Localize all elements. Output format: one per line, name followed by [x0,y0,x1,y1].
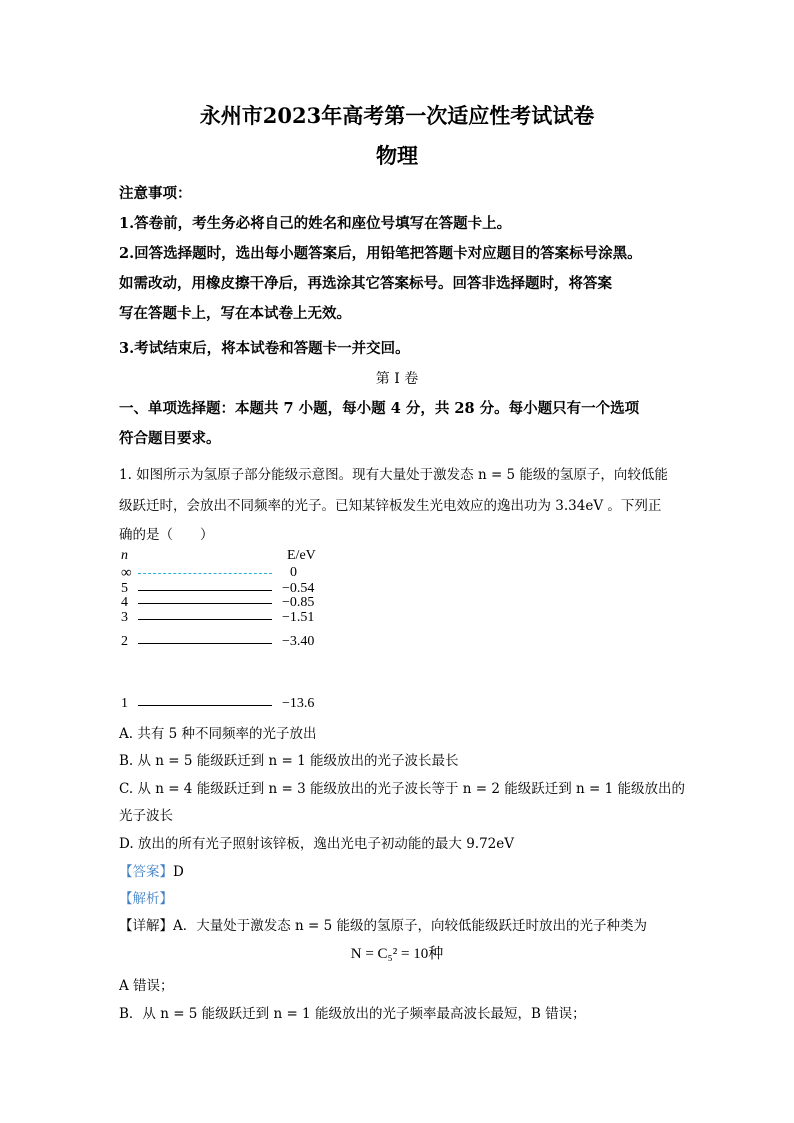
notice-item-2-line-3: 写在答题卡上，写在本试卷上无效。 [119,305,351,322]
level-4-n: 4 [121,595,128,610]
level-4-e: −0.85 [282,595,315,610]
diagram-e-label: E/eV [287,548,316,563]
level-1-n: 1 [121,696,128,711]
level-inf-line [138,573,272,574]
level-inf-e: 0 [290,565,297,580]
notice-item-2-line-2: 如需改动，用橡皮擦干净后，再选涂其它答案标号。回答非选择题时，将答案 [119,275,612,292]
notice-item-2-line-1: 2.回答选择题时，选出每小题答案后，用铅笔把答题卡对应题目的答案标号涂黑。 [119,245,642,262]
part1-heading-line-2: 符合题目要求。 [119,430,221,447]
question-1-line-3: 确的是（ ） [119,527,214,543]
diagram-n-label: n [121,548,128,563]
level-3-n: 3 [121,610,128,625]
subject-title: 物理 [376,143,418,168]
analysis-label: 【解析】 [119,891,173,907]
level-5-line [138,590,272,591]
answer-line [119,860,184,880]
level-2-line [138,643,272,644]
question-1-line-2: 级跃迁时，会放出不同频率的光子。已知某锌板发生光电效应的逸出功为 3.34eV 。下列正 [119,498,662,514]
detail-line-2: A 错误； [119,978,174,994]
notice-item-3: 3.考试结束后，将本试卷和答题卡一并交回。 [119,340,410,357]
level-3-e: −1.51 [282,610,315,625]
option-c-line-1: C. 从 n = 4 能级跃迁到 n = 3 能级放出的光子波长等于 n = 2 能级跃迁到 n = 1 能级放出的 [119,781,685,797]
level-2-e: −3.40 [282,634,315,649]
notice-heading: 注意事项： [119,185,192,202]
option-d: D. 放出的所有光子照射该锌板，逸出光电子初动能的最大 9.72eV [119,836,515,852]
level-2-n: 2 [121,634,128,649]
answer-label: 【答案】 [119,864,173,880]
notice-item-1: 1.答卷前，考生务必将自己的姓名和座位号填写在答题卡上。 [119,215,512,232]
part1-heading-line-1: 一、单项选择题：本题共 7 小题，每小题 4 分，共 28 分。每小题只有一个选项 [119,400,640,417]
option-b: B. 从 n = 5 能级跃迁到 n = 1 能级放出的光子波长最长 [119,753,459,769]
level-1-line [138,705,272,706]
exam-title: 永州市2023年高考第一次适应性考试试卷 [199,103,595,128]
answer-value: D [173,864,184,880]
level-5-n: 5 [121,581,128,596]
detail-line-3: B．从 n = 5 能级跃迁到 n = 1 能级放出的光子频率最高波长最短，B 错误； [119,1006,586,1022]
level-1-e: −13.6 [282,696,315,711]
section-label: 第 I 卷 [375,371,419,387]
level-5-e: −0.54 [282,581,315,596]
option-a: A. 共有 5 种不同频率的光子放出 [119,726,317,742]
level-3-line [138,619,272,620]
detail-line-1: 【详解】A．大量处于激发态 n = 5 能级的氢原子，向较低能级跃迁时放出的光子种类为 [119,918,648,934]
option-c-line-2: 光子波长 [119,808,173,824]
question-1-line-1: 1. 如图所示为氢原子部分能级示意图。现有大量处于激发态 n = 5 能级的氢原子，向较低能 [119,467,668,483]
formula: N = C₅² = 10种 [350,946,444,962]
level-4-line [138,603,272,604]
level-inf-n: ∞ [121,565,132,581]
